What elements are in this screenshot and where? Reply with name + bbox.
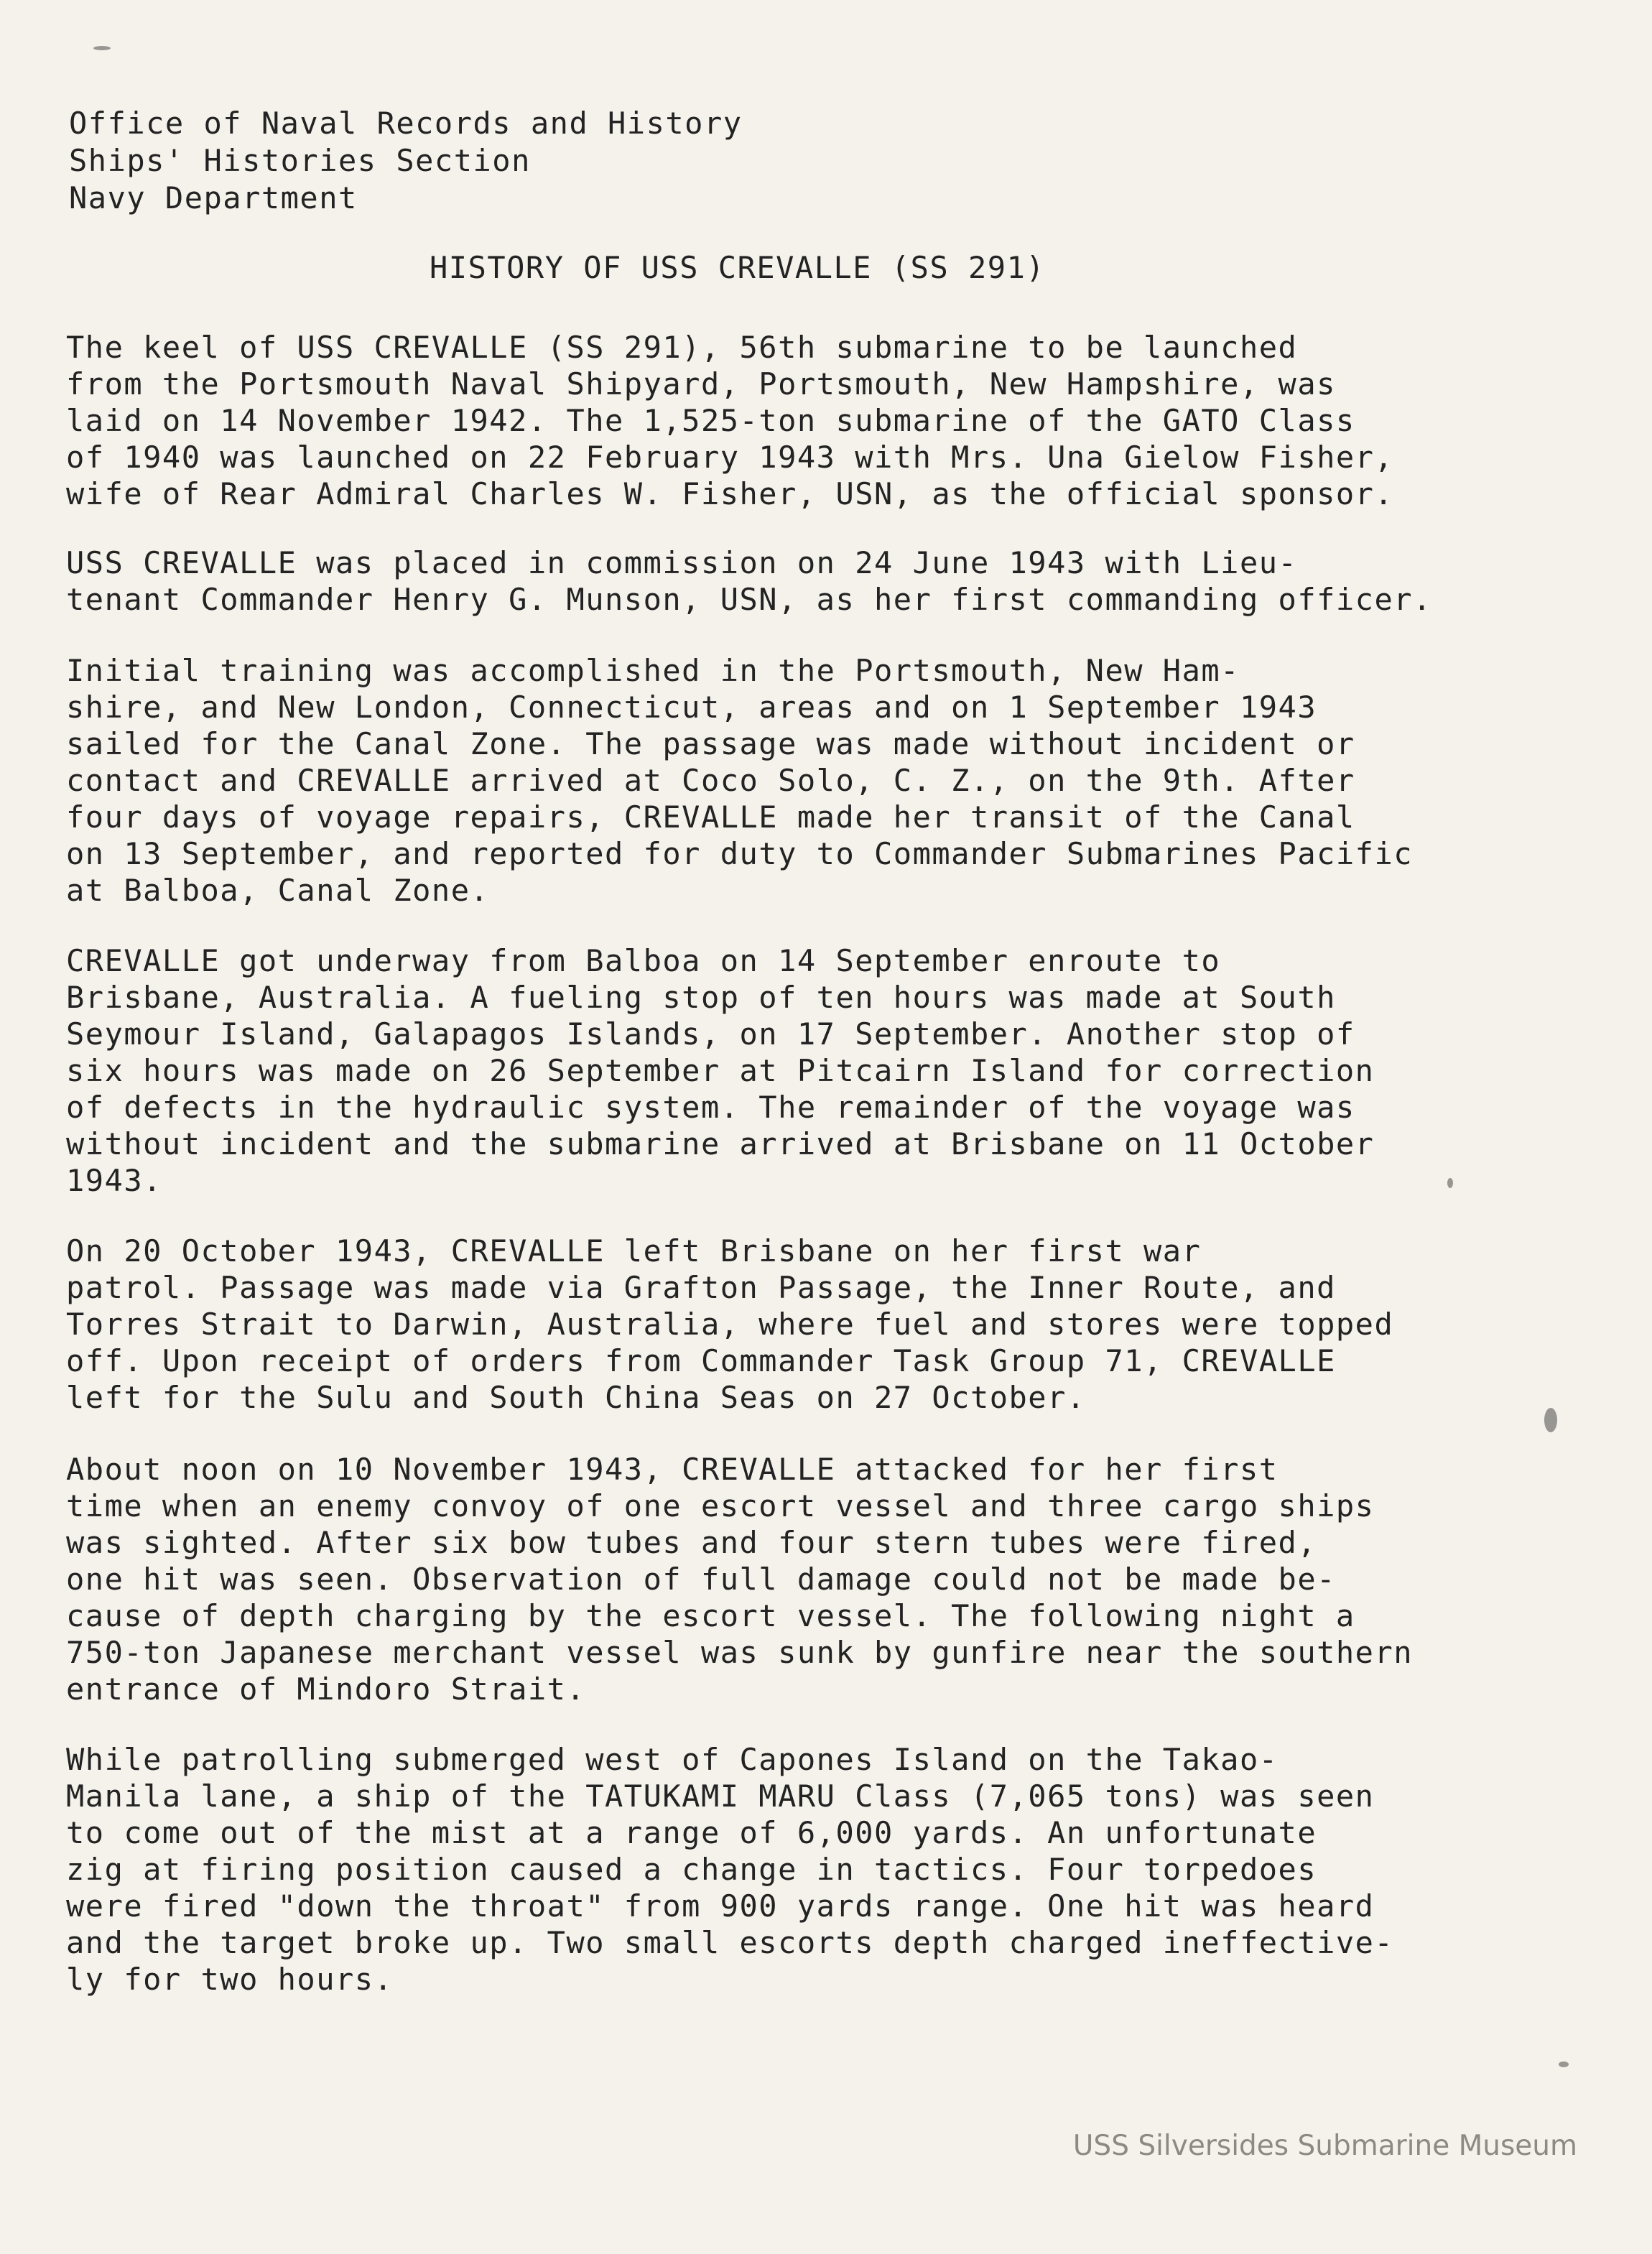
ink-speck xyxy=(1544,1408,1557,1432)
document-title: HISTORY OF USS CREVALLE (SS 291) xyxy=(430,250,1046,285)
paragraph-first-attack: About noon on 10 November 1943, CREVALLE attacked for her first time when an enemy convoy of one escort vessel and three cargo ships was sighted. After six bow tubes and four stern tubes were fired, one hit was seen. Observation of full damage could not be made be- cause of depth charging by the escort vessel. The following night a 750-ton Japanese merchant vessel was sunk by gunfire near the southern entrance of Mindoro Strait. xyxy=(66,1452,1414,1707)
ink-speck xyxy=(1447,1178,1453,1188)
letterhead-department: Navy Department xyxy=(69,180,358,215)
paragraph-capones-island: While patrolling submerged west of Capones Island on the Takao- Manila lane, a ship of the TATUKAMI MARU Class (7,065 tons) was seen to come out of the mist at a range of 6,000 yards. An unfortunate zig at firing position caused a change in tactics. Four torpedoes were fired "down the throat" from 900 yards range. One hit was heard and the target broke up. Two small escorts depth charged ineffective- ly for two hours. xyxy=(66,1742,1394,1997)
letterhead-office: Office of Naval Records and History xyxy=(69,106,743,141)
paragraph-voyage-brisbane: CREVALLE got underway from Balboa on 14 September enroute to Brisbane, Australia. A fueling stop of ten hours was made at South Seymour Island, Galapagos Islands, on 17 September. Another stop of six hours was made on 26 September at Pitcairn Island for correction of defects in the hydraulic system. The remainder of the voyage was without incident and the submarine arrived at Brisbane on 11 October 1943. xyxy=(66,943,1375,1198)
letterhead-section: Ships' Histories Section xyxy=(69,143,531,178)
paragraph-first-war-patrol: On 20 October 1943, CREVALLE left Brisbane on her first war patrol. Passage was made via Grafton Passage, the Inner Route, and Torres Strait to Darwin, Australia, where fuel and stores were topped off. Upon receipt of orders from Commander Task Group 71, CREVALLE left for the Sulu and South China Seas on 27 October. xyxy=(66,1233,1394,1415)
paragraph-commission: USS CREVALLE was placed in commission on 24 June 1943 with Lieu- tenant Commander Henry G. Munson, USN, as her first commanding officer. xyxy=(66,545,1432,617)
paragraph-initial-training: Initial training was accomplished in the Portsmouth, New Ham- shire, and New London, Connecticut, areas and on 1 September 1943 sailed for the Canal Zone. The passage was made without incident or contact and CREVALLE arrived at Coco Solo, C. Z., on the 9th. After four days of voyage repairs, CREVALLE made her transit of the Canal on 13 September, and reported for duty to Commander Submarines Pacific at Balboa, Canal Zone. xyxy=(66,653,1414,908)
letterhead xyxy=(69,105,743,217)
ink-speck xyxy=(93,46,111,50)
museum-watermark: USS Silversides Submarine Museum xyxy=(1072,2130,1577,2162)
ink-speck xyxy=(1559,2061,1569,2067)
paragraph-keel-launch: The keel of USS CREVALLE (SS 291), 56th submarine to be launched from the Portsmouth Naval Shipyard, Portsmouth, New Hampshire, was laid on 14 November 1942. The 1,525-ton submarine of the GATO Class of 1940 was launched on 22 February 1943 with Mrs. Una Gielow Fisher, wife of Rear Admiral Charles W. Fisher, USN, as the official sponsor. xyxy=(66,330,1394,511)
